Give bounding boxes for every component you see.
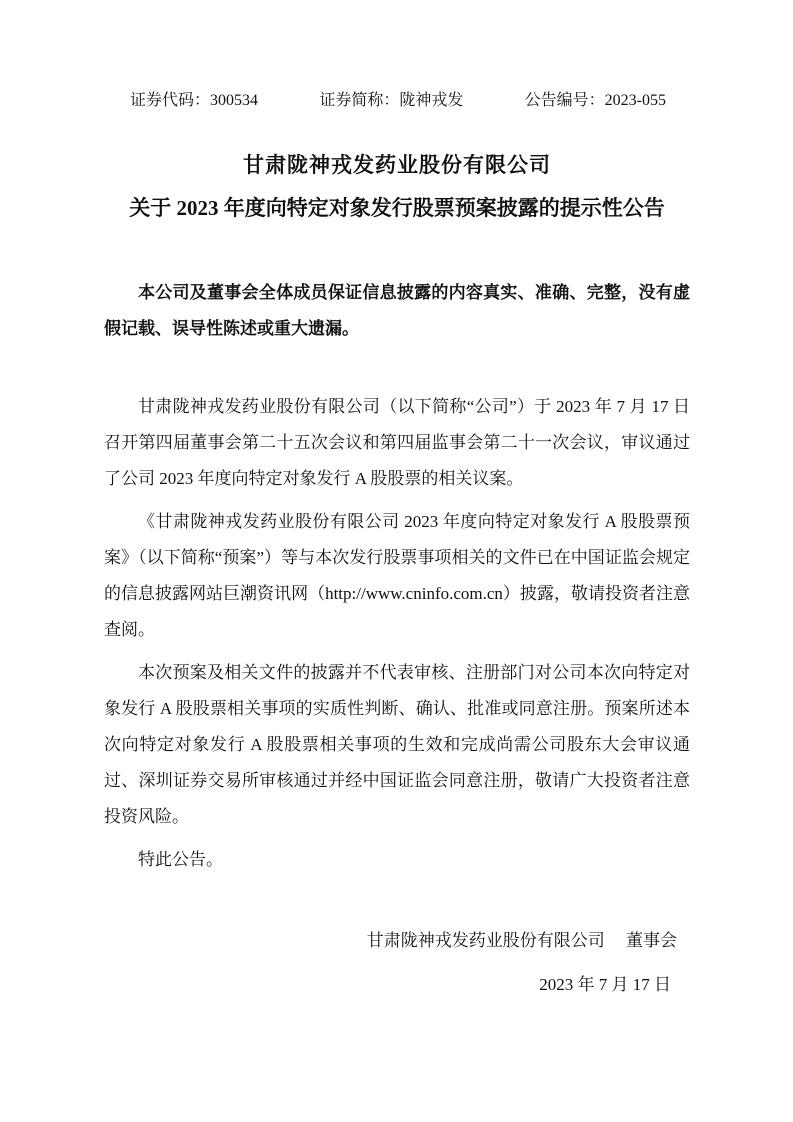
board-integrity-statement: 本公司及董事会全体成员保证信息披露的内容真实、准确、完整，没有虚假记载、误导性陈述或重大遗漏。	[104, 283, 690, 338]
company-name-title: 甘肃陇神戎发药业股份有限公司	[243, 153, 551, 177]
stock-short-name: 证券简称：陇神戎发	[319, 92, 464, 109]
closing-line: 特此公告。	[138, 850, 223, 869]
announcement-body	[104, 389, 690, 878]
announcement-title: 关于 2023 年度向特定对象发行股票预案披露的提示性公告	[129, 196, 665, 220]
announcement-number: 公告编号：2023-055	[524, 92, 666, 109]
announcement-date: 2023 年 7 月 17 日	[539, 975, 671, 994]
paragraph-disclosure-website: 《甘肃陇神戎发药业股份有限公司 2023 年度向特定对象发行 A 股股票预案》（以下简称“预案”）等与本次发行股票事项相关的文件已在中国证监会规定的信息披露网站巨潮资讯网（http://www.cninfo.com.cn）披露，敬请投资者注意查阅。	[104, 512, 690, 639]
paragraph-board-meeting: 甘肃陇神戎发药业股份有限公司（以下简称“公司”）于 2023 年 7 月 17 日召开第四届董事会第二十五次会议和第四届监事会第二十一次会议，审议通过了公司 2023 年度向特定对象发行 A 股股票的相关议案。	[104, 397, 690, 488]
document-header	[104, 90, 690, 112]
paragraph-risk-notice: 本次预案及相关文件的披露并不代表审核、注册部门对公司本次向特定对象发行 A 股股票相关事项的实质性判断、确认、批准或同意注册。预案所述本次向特定对象发行 A 股股票相关事项的生效和完成尚需公司股东大会审议通过、深圳证券交易所审核通过并经中国证监会同意注册，敬请广大投资者注意投资风险。	[104, 663, 690, 826]
stock-code: 证券代码：300534	[130, 92, 259, 109]
signature-board: 甘肃陇神戎发药业股份有限公司 董事会	[366, 931, 677, 950]
